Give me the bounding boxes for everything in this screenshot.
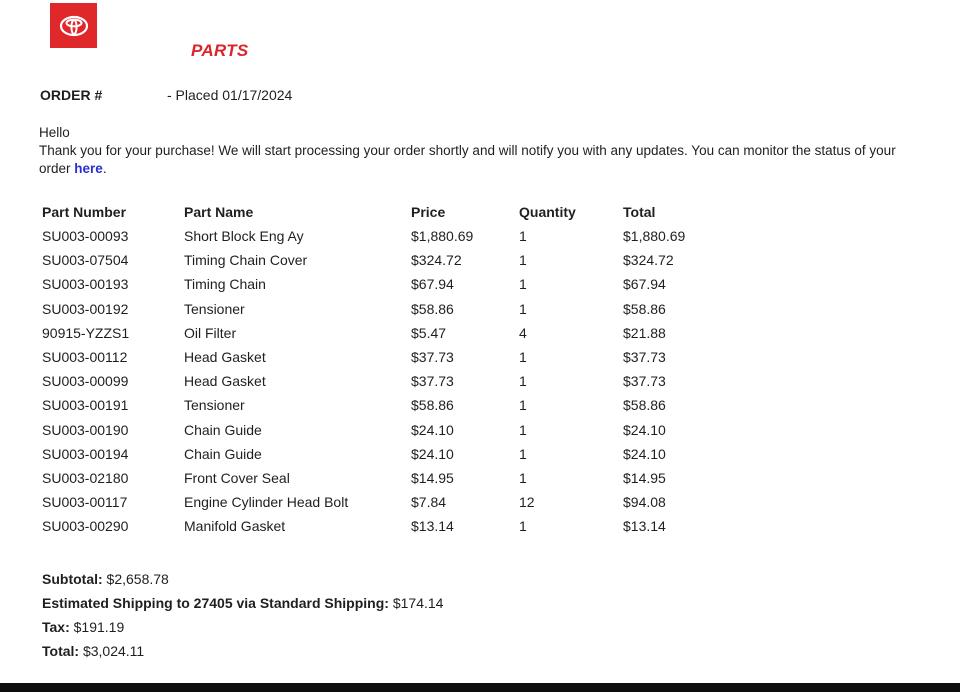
cell-quantity: 1 [519, 349, 527, 366]
cell-part-name: Tensioner [184, 397, 245, 414]
cell-part-number: SU003-00117 [42, 494, 128, 511]
cell-quantity: 1 [519, 276, 527, 293]
cell-price: $1,880.69 [411, 228, 474, 245]
cell-part-name: Front Cover Seal [184, 469, 290, 486]
table-row [36, 321, 739, 345]
table-row [36, 442, 739, 466]
cell-part-name: Head Gasket [184, 349, 266, 366]
cell-price: $14.95 [411, 469, 454, 486]
cell-total: $1,880.69 [623, 228, 686, 245]
cell-total: $94.08 [623, 494, 666, 511]
order-totals [42, 567, 443, 663]
tax-label: Tax: [42, 619, 70, 635]
table-row [36, 418, 739, 442]
total-label: Total: [42, 643, 80, 659]
cell-quantity: 1 [519, 373, 527, 390]
cell-part-number: SU003-00290 [42, 518, 129, 535]
cell-part-name: Head Gasket [184, 373, 266, 390]
cell-price: $24.10 [411, 445, 454, 462]
cell-part-name: Tensioner [184, 300, 245, 317]
cell-part-number: SU003-00099 [42, 373, 129, 390]
cell-part-name: Timing Chain Cover [184, 252, 308, 269]
order-number-label: ORDER # [40, 87, 103, 103]
tax-line [42, 615, 443, 639]
table-row [36, 490, 739, 514]
total-line [42, 639, 443, 663]
cell-total: $14.95 [623, 469, 666, 486]
total-value: $3,024.11 [82, 643, 145, 659]
subtotal-label: Subtotal: [42, 571, 103, 587]
message-end: . [102, 161, 107, 176]
parts-table [36, 200, 739, 538]
toyota-logo-icon [50, 3, 97, 48]
cell-total: $58.86 [623, 300, 666, 317]
order-header [40, 87, 293, 103]
cell-quantity: 1 [519, 421, 527, 438]
brand-title: PARTS [191, 41, 249, 60]
cell-part-name: Chain Guide [184, 421, 262, 438]
cell-price: $13.14 [411, 518, 454, 535]
tax-value: $191.19 [73, 619, 125, 635]
cell-total: $58.86 [623, 397, 666, 414]
shipping-line [42, 591, 443, 615]
table-row [36, 297, 739, 321]
cell-part-name: Chain Guide [184, 445, 262, 462]
subtotal-value: $2,658.78 [106, 571, 169, 587]
table-row [36, 272, 739, 296]
cell-part-number: SU003-00190 [42, 421, 129, 438]
cell-price: $37.73 [411, 349, 454, 366]
cell-part-name: Timing Chain [184, 276, 266, 293]
table-row [36, 224, 739, 248]
cell-total: $37.73 [623, 349, 666, 366]
cell-total: $324.72 [623, 252, 674, 269]
header-part-number: Part Number [42, 204, 127, 220]
cell-part-name: Short Block Eng Ay [184, 228, 304, 245]
table-row [36, 345, 739, 369]
cell-quantity: 1 [519, 518, 527, 535]
table-row [36, 514, 739, 538]
cell-total: $24.10 [623, 421, 666, 438]
cell-quantity: 1 [519, 300, 527, 317]
cell-price: $5.47 [411, 324, 447, 341]
message-body-text: Thank you for your purchase! We will start processing your order shortly and will notify you with any updates. You can monitor the status of your order [39, 143, 896, 176]
greeting-text: Hello [39, 125, 70, 140]
header-part-name: Part Name [184, 204, 254, 220]
cell-price: $24.10 [411, 421, 454, 438]
table-row [36, 466, 739, 490]
cell-quantity: 1 [519, 469, 527, 486]
order-message [39, 124, 909, 178]
table-row [36, 369, 739, 393]
cell-part-number: SU003-00192 [42, 300, 129, 317]
message-body [39, 142, 909, 178]
cell-quantity: 12 [519, 494, 535, 511]
cell-part-name: Engine Cylinder Head Bolt [184, 494, 349, 511]
toyota-emblem-icon [59, 15, 89, 37]
cell-part-number: SU003-00112 [42, 349, 128, 366]
header-total: Total [623, 204, 656, 220]
cell-part-name: Manifold Gasket [184, 518, 286, 535]
table-header-row [36, 200, 739, 224]
cell-part-number: SU003-00193 [42, 276, 129, 293]
cell-total: $67.94 [623, 276, 666, 293]
table-row [36, 393, 739, 417]
cell-quantity: 1 [519, 228, 527, 245]
cell-price: $37.73 [411, 373, 454, 390]
bottom-border [0, 683, 960, 692]
cell-quantity: 1 [519, 252, 527, 269]
cell-price: $58.86 [411, 397, 454, 414]
cell-total: $24.10 [623, 445, 666, 462]
cell-part-name: Oil Filter [184, 324, 237, 341]
cell-part-number: 90915-YZZS1 [42, 324, 130, 341]
parts-table-body [36, 224, 739, 538]
cell-quantity: 1 [519, 445, 527, 462]
cell-price: $7.84 [411, 494, 447, 511]
cell-total: $13.14 [623, 518, 666, 535]
table-row [36, 248, 739, 272]
cell-total: $21.88 [623, 324, 666, 341]
shipping-label: Estimated Shipping to 27405 via Standard Shipping: [42, 595, 389, 611]
shipping-value: $174.14 [392, 595, 444, 611]
order-placed-date: - Placed 01/17/2024 [167, 87, 293, 103]
cell-quantity: 1 [519, 397, 527, 414]
cell-part-number: SU003-00194 [42, 445, 129, 462]
cell-total: $37.73 [623, 373, 666, 390]
header-price: Price [411, 204, 446, 220]
header-quantity: Quantity [519, 204, 576, 220]
order-status-link[interactable]: here [74, 161, 103, 176]
cell-price: $58.86 [411, 300, 454, 317]
cell-part-number: SU003-00093 [42, 228, 129, 245]
cell-part-number: SU003-02180 [42, 469, 129, 486]
cell-part-number: SU003-00191 [42, 397, 129, 414]
cell-part-number: SU003-07504 [42, 252, 129, 269]
cell-price: $324.72 [411, 252, 462, 269]
cell-price: $67.94 [411, 276, 454, 293]
subtotal-line [42, 567, 443, 591]
cell-quantity: 4 [519, 324, 527, 341]
